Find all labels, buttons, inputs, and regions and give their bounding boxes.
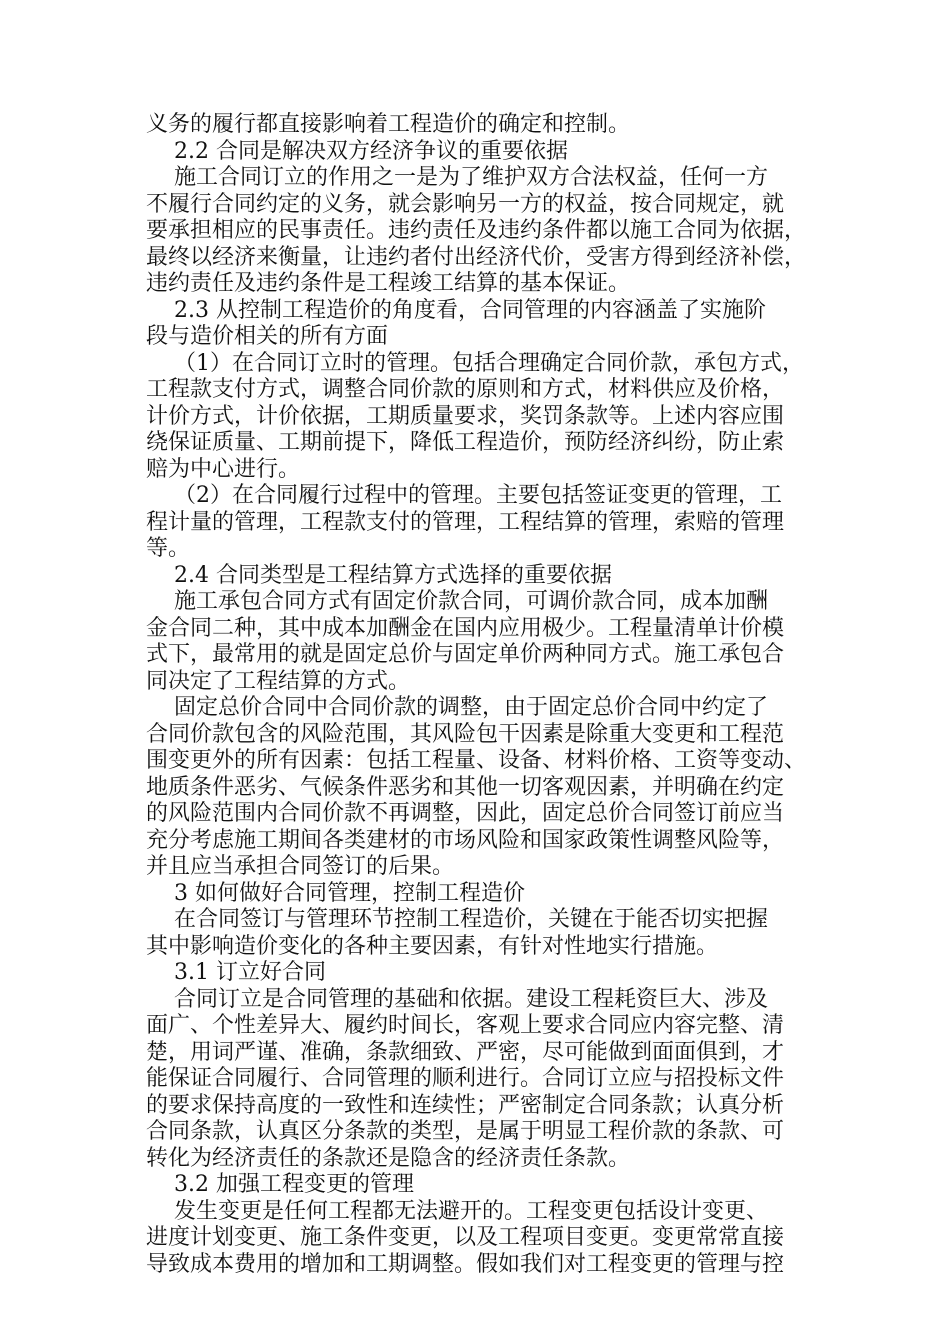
text-line: 等。 <box>146 536 191 561</box>
text-line: 施工承包合同方式有固定价款合同，可调价款合同，成本加酬 <box>146 589 768 614</box>
text-line: 能保证合同履行、合同管理的顺利进行。合同订立应与招投标文件 <box>146 1066 785 1091</box>
text-line: 式下，最常用的就是固定总价与固定单价两种同方式。施工承包合 <box>146 642 785 667</box>
text-line: 绕保证质量、工期前提下，降低工程造价，预防经济纠纷，防止索 <box>146 430 785 455</box>
text-line: 3.2 加强工程变更的管理 <box>146 1172 414 1197</box>
text-line: 合同条款，认真区分条款的类型，是属于明显工程价款的条款、可 <box>146 1119 785 1144</box>
text-line: 2.3 从控制工程造价的角度看，合同管理的内容涵盖了实施阶 <box>146 297 766 323</box>
text-line: 面广、个性差异大、履约时间长，客观上要求合同应内容完整、清 <box>146 1013 785 1038</box>
text-line: 发生变更是任何工程都无法避开的。工程变更包括设计变更、 <box>146 1198 768 1224</box>
text-line: （1）在合同订立时的管理。包括合理确定合同价款，承包方式， <box>146 350 804 376</box>
text-line: 程计量的管理，工程款支付的管理，工程结算的管理，索赔的管理 <box>146 509 785 535</box>
text-line: （2）在合同履行过程中的管理。主要包括签证变更的管理，工 <box>146 483 782 508</box>
text-line: 金合同二种，其中成本加酬金在国内应用极少。工程量清单计价模 <box>146 615 785 641</box>
text-line: 计价方式，计价依据，工期质量要求，奖罚条款等。上述内容应围 <box>146 403 785 429</box>
text-line: 的要求保持高度的一致性和连续性；严密制定合同条款；认真分析 <box>146 1092 785 1118</box>
text-line: 不履行合同约定的义务，就会影响另一方的权益，按合同规定，就 <box>146 191 785 217</box>
text-line: 并且应当承担合同签订的后果。 <box>146 854 455 879</box>
text-line: 2.4 合同类型是工程结算方式选择的重要依据 <box>146 562 612 588</box>
text-line: 楚，用词严谨、准确，条款细致、严密，尽可能做到面面俱到，才 <box>146 1039 785 1065</box>
text-line: 2.2 合同是解决双方经济争议的重要依据 <box>146 138 568 164</box>
document-body <box>146 112 826 1278</box>
text-line: 固定总价合同中合同价款的调整，由于固定总价合同中约定了 <box>146 695 768 720</box>
text-line: 导致成本费用的增加和工期调整。假如我们对工程变更的管理与控 <box>146 1251 785 1277</box>
text-line: 段与造价相关的所有方面 <box>146 324 389 349</box>
text-line: 合同价款包含的风险范围，其风险包干因素是除重大变更和工程范 <box>146 721 785 747</box>
text-line: 赔为中心进行。 <box>146 456 301 482</box>
text-line: 3 如何做好合同管理，控制工程造价 <box>146 880 525 906</box>
text-line: 围变更外的所有因素：包括工程量、设备、材料价格、工资等变动、 <box>146 748 807 773</box>
text-line: 要承担相应的民事责任。违约责任及违约条件都以施工合同为依据， <box>146 218 807 243</box>
text-line: 违约责任及违约条件是工程竣工结算的基本保证。 <box>146 271 631 296</box>
text-line: 地质条件恶劣、气候条件恶劣和其他一切客观因素，并明确在约定 <box>146 774 785 800</box>
text-line: 施工合同订立的作用之一是为了维护双方合法权益，任何一方 <box>146 165 768 190</box>
text-line: 在合同签订与管理环节控制工程造价，关键在于能否切实把握 <box>146 907 768 932</box>
text-line: 转化为经济责任的条款还是隐含的经济责任条款。 <box>146 1145 631 1171</box>
text-line: 充分考虑施工期间各类建材的市场风险和国家政策性调整风险等， <box>146 827 785 853</box>
text-line: 工程款支付方式，调整合同价款的原则和方式，材料供应及价格， <box>146 377 785 402</box>
text-line: 其中影响造价变化的各种主要因素，有针对性地实行措施。 <box>146 933 719 959</box>
text-line: 合同订立是合同管理的基础和依据。建设工程耗资巨大、涉及 <box>146 986 768 1012</box>
text-line: 同决定了工程结算的方式。 <box>146 668 411 694</box>
text-line: 最终以经济来衡量，让违约者付出经济代价，受害方得到经济补偿， <box>146 244 807 270</box>
text-line: 进度计划变更、施工条件变更，以及工程项目变更。变更常常直接 <box>146 1225 785 1250</box>
text-line: 3.1 订立好合同 <box>146 960 326 985</box>
text-line: 的风险范围内合同价款不再调整，因此，固定总价合同签订前应当 <box>146 801 785 826</box>
text-line: 义务的履行都直接影响着工程造价的确定和控制。 <box>146 112 631 137</box>
